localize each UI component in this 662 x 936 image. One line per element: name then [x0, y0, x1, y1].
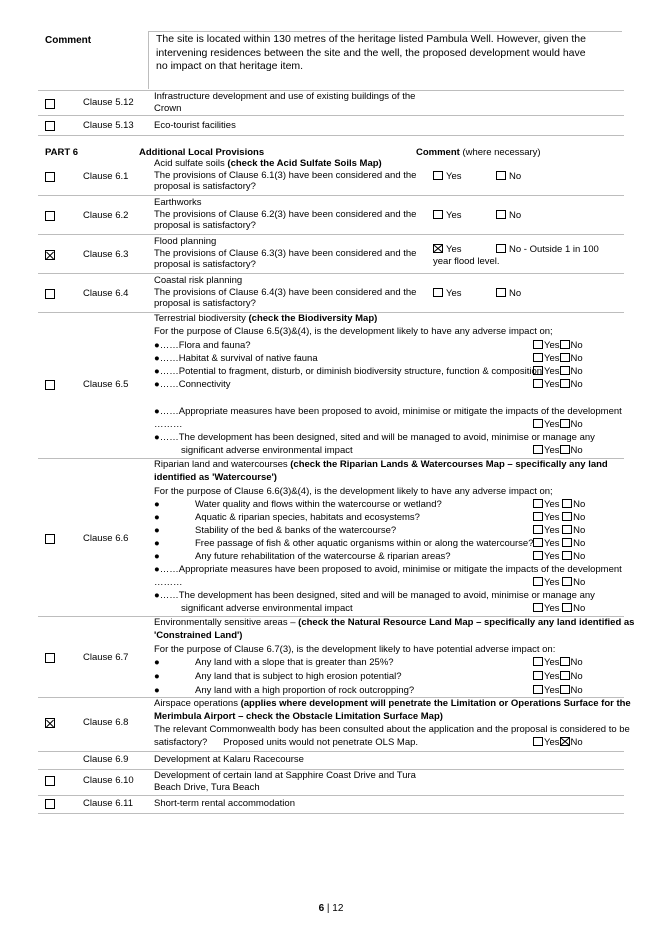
bullet: ● — [154, 671, 160, 682]
provision-title-bold-cont: 'Constrained Land') — [154, 630, 243, 641]
no-label: No — [570, 353, 583, 364]
comment-header-rest: (where necessary) — [459, 147, 541, 158]
clause-number: Clause 6.2 — [83, 210, 129, 221]
measures-statement: ●……Appropriate measures have been proposed to avoid, minimise or mitigate the impacts of the development — [154, 564, 622, 575]
no-option[interactable] — [496, 171, 521, 182]
yes-checkbox[interactable] — [533, 657, 543, 666]
bullet: ● — [154, 551, 160, 562]
no-option[interactable] — [496, 288, 521, 299]
divider — [38, 795, 624, 796]
clause-number: Clause 6.7 — [83, 652, 129, 663]
impact-item: Water quality and flows within the watercourse or wetland? — [195, 499, 442, 510]
yes-label: Yes — [544, 499, 560, 510]
yes-label: Yes — [446, 288, 462, 299]
measures-statement: ●……Appropriate measures have been proposed to avoid, minimise or mitigate the impacts of the development — [154, 406, 622, 417]
no-checkbox[interactable] — [562, 525, 572, 534]
no-label: No — [573, 577, 586, 588]
total-pages: 12 — [332, 903, 344, 914]
provision-question: The provisions of Clause 6.2(3) have been considered and the — [154, 208, 417, 220]
no-checkbox-checked[interactable] — [560, 737, 570, 746]
no-label: No — [570, 366, 583, 377]
provision-title-bold-cont: Merimbula Airport – check the Obstacle Limitation Surface Map) — [154, 711, 443, 722]
yes-checkbox[interactable] — [533, 340, 543, 349]
comment-line: no impact on that heritage item. — [156, 60, 304, 72]
comment-column-header — [416, 147, 541, 158]
no-checkbox[interactable] — [560, 445, 570, 454]
clause-checkbox-checked[interactable] — [45, 718, 55, 728]
no-label: No — [570, 419, 583, 430]
part-title: Additional Local Provisions — [139, 147, 265, 158]
comment-line: The site is located within 130 metres of the heritage listed Pambula Well. However, given the — [156, 33, 586, 45]
yes-label: Yes — [544, 577, 560, 588]
provision-intro: For the purpose of Clause 6.7(3), is the development likely to have potential adverse impact on: — [154, 644, 556, 655]
yes-checkbox[interactable] — [533, 551, 543, 560]
current-page: 6 — [318, 903, 325, 914]
provision-intro: For the purpose of Clause 6.6(3)&(4), is the development likely to have any adverse impact on; — [154, 486, 553, 497]
yes-no-pair — [533, 551, 585, 563]
yes-checkbox[interactable] — [533, 353, 543, 362]
no-checkbox[interactable] — [560, 379, 570, 388]
comment-header-bold: Comment — [416, 147, 460, 158]
provision-title: Riparian land and watercourses — [154, 459, 291, 470]
clause-checkbox[interactable] — [45, 211, 55, 221]
no-checkbox[interactable] — [496, 210, 506, 219]
clause-checkbox[interactable] — [45, 534, 55, 544]
divider — [38, 751, 624, 752]
yes-label: Yes — [544, 445, 560, 456]
yes-checkbox[interactable] — [433, 171, 443, 180]
yes-no-pair — [533, 499, 585, 511]
no-checkbox[interactable] — [496, 171, 506, 180]
no-label: No — [573, 525, 586, 536]
clause-description — [154, 91, 424, 114]
clause-description — [154, 158, 424, 193]
flood-note: year flood level. — [433, 256, 500, 267]
impact-item: ●……Flora and fauna? — [154, 340, 251, 351]
yes-no-pair — [533, 685, 583, 697]
bullet: ● — [154, 538, 160, 549]
yes-label: Yes — [544, 353, 560, 364]
yes-checkbox-checked[interactable] — [433, 244, 443, 253]
yes-option[interactable] — [433, 210, 462, 221]
clause-description — [154, 236, 424, 271]
yes-no-pair — [533, 737, 583, 749]
yes-no-pair — [533, 419, 583, 431]
yes-option[interactable] — [433, 244, 462, 255]
no-checkbox[interactable] — [562, 512, 572, 521]
clause-number: Clause 6.4 — [83, 288, 129, 299]
yes-label: Yes — [544, 657, 560, 668]
yes-label: Yes — [544, 340, 560, 351]
bullet: ● — [154, 499, 160, 510]
yes-checkbox[interactable] — [533, 366, 543, 375]
clause-checkbox[interactable] — [45, 799, 55, 809]
no-label: No — [509, 210, 522, 221]
yes-label: Yes — [544, 419, 560, 430]
yes-no-pair — [533, 525, 585, 537]
provision-intro: For the purpose of Clause 6.5(3)&(4), is the development likely to have any adverse impact on; — [154, 326, 553, 337]
yes-checkbox[interactable] — [533, 577, 543, 586]
clause-description: Eco-tourist facilities — [154, 120, 236, 131]
impact-item: Any land that is subject to high erosion potential? — [195, 671, 402, 682]
yes-no-pair — [533, 671, 583, 683]
clause-checkbox[interactable] — [45, 380, 55, 390]
provision-title: Environmentally sensitive areas – — [154, 617, 299, 628]
clause-description — [154, 275, 424, 310]
comment-box — [148, 31, 622, 89]
provision-question: proposal is satisfactory? — [154, 259, 256, 271]
yes-option[interactable] — [433, 171, 462, 182]
provision-title: Airspace operations — [154, 698, 241, 709]
divider — [38, 195, 624, 196]
yes-checkbox[interactable] — [433, 210, 443, 219]
yes-checkbox[interactable] — [533, 538, 543, 547]
no-option[interactable] — [496, 210, 521, 221]
clause-number: Clause 6.10 — [83, 775, 134, 786]
yes-label: Yes — [544, 685, 560, 696]
yes-checkbox[interactable] — [533, 419, 543, 428]
clause-checkbox[interactable] — [45, 121, 55, 131]
yes-label: Yes — [446, 210, 462, 221]
provision-question: The provisions of Clause 6.4(3) have been considered and the — [154, 286, 417, 298]
provision-question: proposal is satisfactory? — [154, 298, 256, 310]
clause-number: Clause 6.5 — [83, 379, 129, 390]
no-checkbox[interactable] — [560, 671, 570, 680]
yes-checkbox[interactable] — [533, 685, 543, 694]
provision-title-bold: (check the Biodiversity Map) — [248, 313, 378, 324]
yes-label: Yes — [544, 737, 560, 748]
measures-continuation: ……… — [154, 577, 183, 588]
yes-checkbox[interactable] — [533, 603, 543, 612]
yes-checkbox[interactable] — [533, 737, 543, 746]
impact-item: Any land with a high proportion of rock outcropping? — [195, 685, 415, 696]
clause-number: Clause 6.8 — [83, 717, 129, 728]
provision-title: Acid sulfate soils — [154, 158, 228, 169]
yes-label: Yes — [544, 551, 560, 562]
yes-no-pair — [533, 538, 585, 550]
clause-checkbox[interactable] — [45, 653, 55, 663]
yes-label: Yes — [544, 512, 560, 523]
yes-checkbox[interactable] — [533, 379, 543, 388]
yes-checkbox[interactable] — [533, 525, 543, 534]
comment-line: intervening residences between the site and the well, the proposed development would have — [156, 46, 586, 59]
yes-checkbox[interactable] — [433, 288, 443, 297]
bullet: ● — [154, 657, 160, 668]
no-label: No — [570, 685, 583, 696]
bullet: ● — [154, 685, 160, 696]
clause-number: Clause 6.9 — [83, 754, 129, 765]
provision-question: proposal is satisfactory? — [154, 220, 256, 232]
yes-no-pair — [533, 512, 585, 524]
bullet: ● — [154, 525, 160, 536]
yes-checkbox[interactable] — [533, 671, 543, 680]
divider — [38, 234, 624, 235]
yes-label: Yes — [544, 671, 560, 682]
impact-item: Any future rehabilitation of the watercourse & riparian areas? — [195, 551, 451, 562]
designed-statement: ●……The development has been designed, sited and will be managed to avoid, minimise or manage any — [154, 432, 595, 443]
provision-question: proposal is satisfactory? — [154, 181, 256, 193]
clause-number: Clause 6.1 — [83, 171, 129, 182]
yes-label: Yes — [544, 603, 560, 614]
designed-statement-cont: significant adverse environmental impact — [181, 603, 353, 614]
part-label: PART 6 — [45, 147, 79, 158]
provision-question: satisfactory? Proposed units would not penetrate OLS Map. — [154, 737, 419, 748]
impact-item: ●……Habitat & survival of native fauna — [154, 353, 318, 364]
provision-title-bold: (check the Riparian Lands & Watercourses Map – specifically any land — [290, 459, 608, 470]
measures-continuation: ……… — [154, 419, 183, 430]
provision-question: The provisions of Clause 6.1(3) have been considered and the — [154, 169, 417, 181]
divider — [38, 135, 624, 136]
clause-description-line: Crown — [154, 102, 182, 114]
no-label: No — [570, 671, 583, 682]
yes-no-pair — [533, 379, 583, 391]
yes-no-pair — [533, 603, 585, 615]
divider — [38, 115, 624, 116]
impact-item: ●……Potential to fragment, disturb, or diminish biodiversity structure, function & composition — [154, 366, 543, 377]
provision-title: Terrestrial biodiversity — [154, 313, 249, 324]
yes-no-pair — [533, 657, 583, 669]
no-label: No — [570, 379, 583, 390]
no-checkbox[interactable] — [560, 419, 570, 428]
provision-title-bold-cont: identified as 'Watercourse') — [154, 472, 277, 483]
clause-checkbox[interactable] — [45, 99, 55, 109]
no-checkbox[interactable] — [496, 288, 506, 297]
no-checkbox[interactable] — [560, 366, 570, 375]
provision-title: Flood planning — [154, 236, 217, 247]
no-label: No — [509, 171, 522, 182]
no-checkbox[interactable] — [562, 538, 572, 547]
no-checkbox[interactable] — [562, 577, 572, 586]
yes-checkbox[interactable] — [533, 499, 543, 508]
comment-label: Comment — [45, 35, 92, 46]
no-label: No — [573, 603, 586, 614]
no-label: No — [573, 499, 586, 510]
yes-no-pair — [533, 577, 585, 589]
no-checkbox[interactable] — [560, 657, 570, 666]
yes-no-pair — [533, 340, 583, 352]
no-checkbox[interactable] — [560, 340, 570, 349]
clause-checkbox[interactable] — [45, 776, 55, 786]
no-label: No — [573, 512, 586, 523]
yes-label: Yes — [544, 366, 560, 377]
yes-label: Yes — [446, 244, 462, 255]
no-label: No — [570, 657, 583, 668]
clause-description-line: Beach Drive, Tura Beach — [154, 781, 260, 793]
no-label: No — [570, 445, 583, 456]
no-label: No - Outside 1 in 100 — [509, 244, 599, 255]
yes-no-pair — [533, 366, 583, 378]
yes-checkbox[interactable] — [533, 512, 543, 521]
yes-checkbox[interactable] — [533, 445, 543, 454]
no-label: No — [573, 551, 586, 562]
yes-label: Yes — [544, 538, 560, 549]
impact-item: ●……Connectivity — [154, 379, 231, 390]
no-label: No — [570, 737, 583, 748]
no-checkbox[interactable] — [562, 499, 572, 508]
no-checkbox[interactable] — [560, 353, 570, 362]
clause-description: Development at Kalaru Racecourse — [154, 754, 304, 765]
no-checkbox[interactable] — [562, 551, 572, 560]
designed-statement-cont: significant adverse environmental impact — [181, 445, 353, 456]
no-label: No — [509, 288, 522, 299]
impact-item: Any land with a slope that is greater than 25%? — [195, 657, 394, 668]
yes-label: Yes — [544, 379, 560, 390]
divider — [38, 273, 624, 274]
provision-title-bold: (check the Acid Sulfate Soils Map) — [227, 158, 382, 169]
clause-number: Clause 6.3 — [83, 249, 129, 260]
no-checkbox[interactable] — [562, 603, 572, 612]
yes-no-pair — [533, 353, 583, 365]
clause-number: Clause 6.11 — [83, 798, 133, 809]
divider — [38, 813, 624, 814]
page-number — [0, 903, 662, 914]
no-checkbox[interactable] — [560, 685, 570, 694]
provision-question: The relevant Commonwealth body has been consulted about the application and the proposal is considered to be — [154, 724, 630, 735]
page-separator: | — [324, 903, 333, 914]
no-option[interactable] — [496, 244, 599, 255]
clause-number: Clause 6.6 — [83, 533, 129, 544]
clause-number: Clause 5.13 — [83, 120, 134, 131]
no-label: No — [573, 538, 586, 549]
bullet: ● — [154, 512, 160, 523]
provision-title: Earthworks — [154, 197, 202, 208]
clause-description-line: Development of certain land at Sapphire Coast Drive and Tura — [154, 770, 416, 781]
impact-item: Stability of the bed & banks of the watercourse? — [195, 525, 397, 536]
clause-number: Clause 5.12 — [83, 97, 134, 108]
clause-description — [154, 197, 424, 232]
provision-title-bold: (check the Natural Resource Land Map – specifically any land identified as — [298, 617, 635, 628]
clause-checkbox-checked[interactable] — [45, 250, 55, 260]
clause-checkbox[interactable] — [45, 289, 55, 299]
no-checkbox[interactable] — [496, 244, 506, 253]
clause-description-line: Infrastructure development and use of existing buildings of the — [154, 91, 416, 102]
yes-option[interactable] — [433, 288, 462, 299]
provision-title-bold: (applies where development will penetrate the Limitation or Operations Surface for the — [240, 698, 631, 709]
no-label: No — [570, 340, 583, 351]
provision-question: The provisions of Clause 6.3(3) have been considered and the — [154, 247, 417, 259]
impact-item: Aquatic & riparian species, habitats and ecosystems? — [195, 512, 420, 523]
clause-checkbox[interactable] — [45, 172, 55, 182]
clause-description — [154, 770, 424, 793]
provision-title: Coastal risk planning — [154, 275, 243, 286]
impact-item: Free passage of fish & other aquatic organisms within or along the watercourse? — [195, 538, 534, 549]
yes-label: Yes — [446, 171, 462, 182]
clause-description: Short-term rental accommodation — [154, 798, 295, 809]
yes-no-pair — [533, 445, 583, 457]
designed-statement: ●……The development has been designed, sited and will be managed to avoid, minimise or manage any — [154, 590, 595, 601]
yes-label: Yes — [544, 525, 560, 536]
